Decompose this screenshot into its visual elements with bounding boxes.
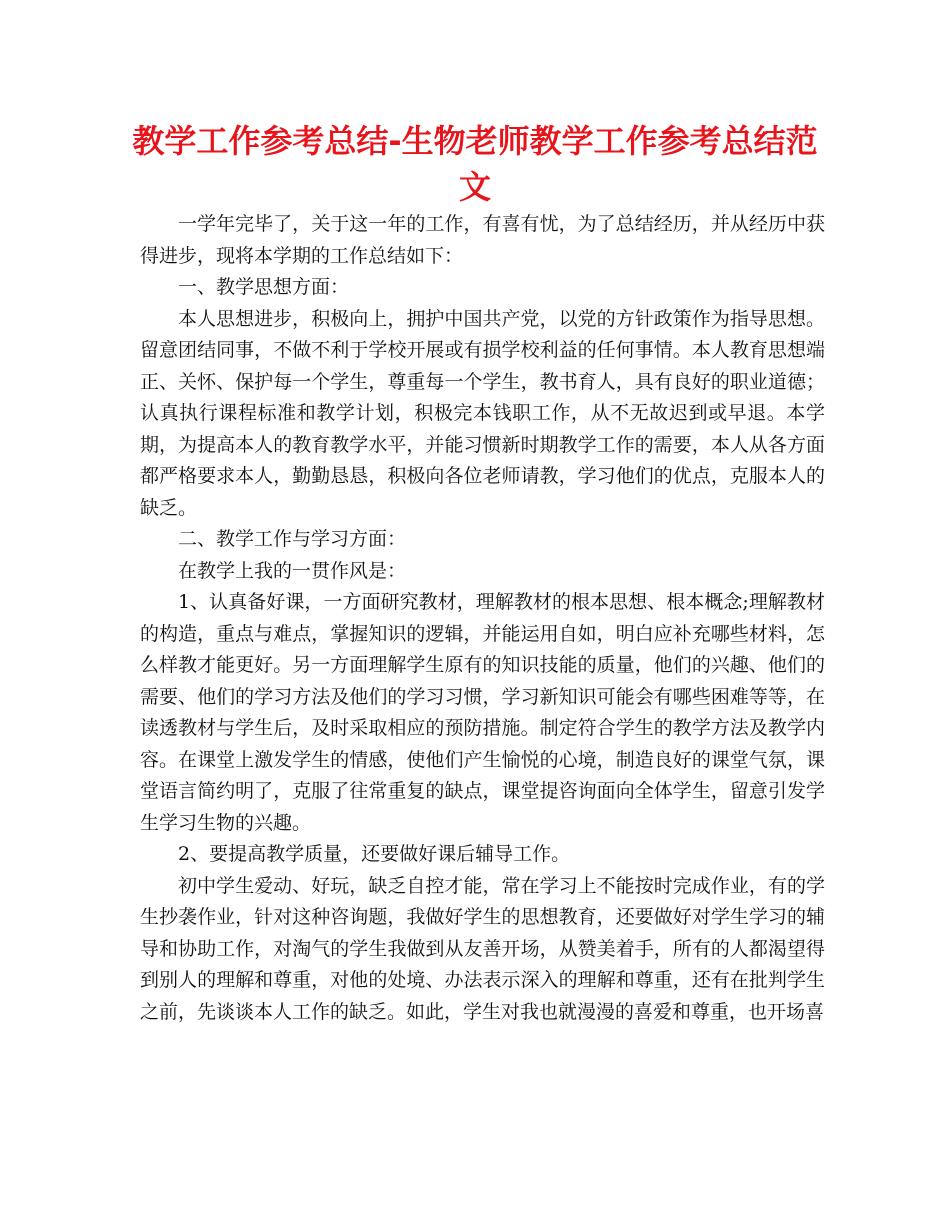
paragraph-teaching-thought: 本人思想进步，积极向上，拥护中国共产党，以党的方针政策作为指导思想。留意团结同事，不做不利于学校开展或有损学校利益的任何事情。本人教育思想端正、关怀、保护每一个学生，尊重每一个学生，教书育人，具有良好的职业道德；认真执行课程标准和教学计划，积极完本钱职工作，从不无故迟到或早退。本学期，为提高本人的教育教学水平，并能习惯新时期教学工作的需要，本人从各方面都严格要求本人，勤勤恳恳，积极向各位老师请教，学习他们的优点，克服本人的缺乏。 <box>140 307 825 519</box>
section-heading-teaching-work: 二、教学工作与学习方面： <box>178 528 407 550</box>
paragraph-student-guidance: 初中学生爱动、好玩，缺乏自控才能，常在学习上不能按时完成作业，有的学生抄袭作业，针对这种咨询题，我做好学生的思想教育，还要做好对学生学习的辅导和协助工作，对淘气的学生我做到从友善开场，从赞美着手，所有的人都渴望得到别人的理解和尊重，对他的处境、办法表示深入的理解和尊重，还有在批判学生之前，先谈谈本人工作的缺乏。如此，学生对我也就漫漫的喜爱和尊重，也开场喜 <box>140 874 825 1023</box>
paragraph-after-class-tutoring: 2、要提高教学质量，还要做好课后辅导工作。 <box>178 843 571 865</box>
paragraph-intro: 一学年完毕了，关于这一年的工作，有喜有忧，为了总结经历，并从经历中获得进步，现将本学期的工作总结如下： <box>140 213 825 267</box>
section-heading-teaching-thought: 一、教学思想方面： <box>178 276 350 298</box>
document-body <box>140 209 825 1028</box>
paragraph-lesson-preparation: 1、认真备好课，一方面研究教材，理解教材的根本思想、根本概念;理解教材的构造，重点与难点，掌握知识的逻辑，并能运用自如，明白应补充哪些材料，怎么样教才能更好。另一方面理解学生原有的知识技能的质量，他们的兴趣、他们的需要、他们的学习方法及他们的学习习惯，学习新知识可能会有哪些困难等等，在读透教材与学生后，及时采取相应的预防措施。制定符合学生的教学方法及教学内容。在课堂上激发学生的情感，使他们产生愉悦的心境，制造良好的课堂气氛，课堂语言简约明了，克服了往常重复的缺点，课堂提咨询面向全体学生，留意引发学生学习生物的兴趣。 <box>140 591 825 834</box>
paragraph-teaching-style: 在教学上我的一贯作风是： <box>178 559 407 582</box>
document-title: 教学工作参考总结-生物老师教学工作参考总结范文 <box>132 122 818 206</box>
